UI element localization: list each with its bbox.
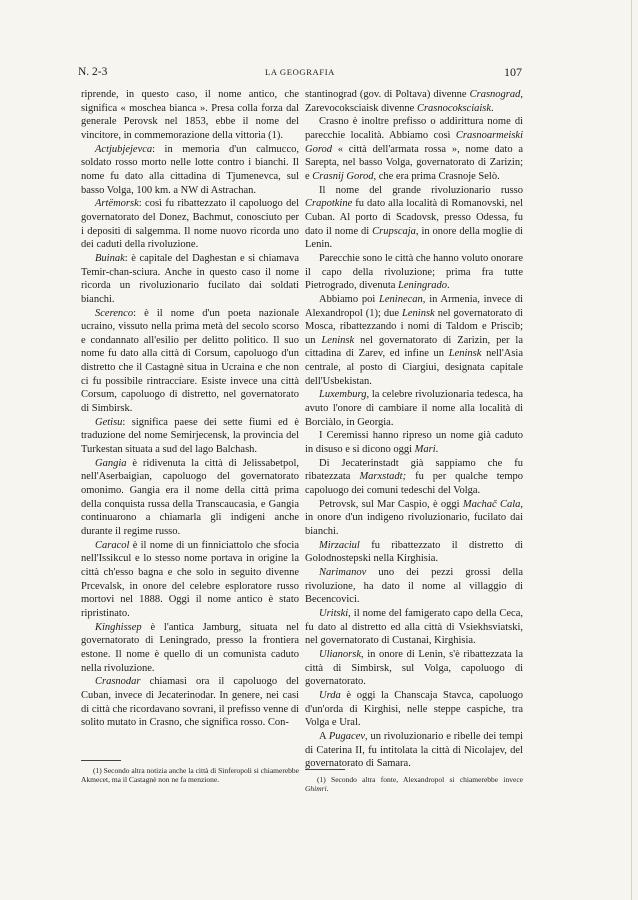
paragraph <box>305 429 523 456</box>
italic-term: Crasnij Gorod <box>312 170 374 182</box>
text-run: : è capitale del Daghestan e si chiamava Temir-chan-sciura. Anche in questo caso il nome ricorda un rivoluzionario fucilato dai soldati bianchi. <box>81 252 299 305</box>
issue-number: N. 2-3 <box>78 66 108 78</box>
italic-term: Marxstadt; <box>359 471 407 483</box>
text-run: . <box>326 784 329 793</box>
text-run: Crasno è inoltre prefisso o addirittura nome di parecchie località. Abbiamo così <box>305 116 523 141</box>
text-run: « città dell'armata rossa », nome dato a Sarepta, nel basso Volga, governatorato di Zarizin; e <box>305 143 523 182</box>
italic-term: Scerenco <box>95 307 134 319</box>
footnote-text <box>81 766 299 784</box>
text-run: : è il nome d'un poeta nazionale ucraino, vissuto nella prima metà del secolo scorso e condannato all'esilio per delitto politico. Il suo nome fu dato alla città di Corsum, capoluogo d'un distretto che il Castagnè situa in Ucraina e che non ci fu possibile rintracciare. Esiste invece una città Corsum, capoluogo di distretto, nel governatorato di Simbirsk. <box>81 307 299 415</box>
text-run: . <box>435 444 439 456</box>
paragraph <box>305 252 523 293</box>
text-run: è il nome di un finniciattolo che sfocia nell'Issikcul e lo stesso nome portava in origine la città ch'esso bagna e che solo in seguito divenne Prcevalsk, in onore del celebre esploratore russo mortovi nel 1888. Oggi il nome antico è stato ripristinato. <box>81 539 299 619</box>
text-run: , la celebre rivoluzionaria tedesca, ha avuto l'onore di cambiare il nome alla località di Borciàlo, in Georgia. <box>305 389 523 428</box>
italic-term: Gangia <box>95 457 127 469</box>
text-run: fu dato alla località di Romanovski, nel Cuban. Al porto di Scadovsk, presso Odessa, fu dato il nome di <box>305 198 523 237</box>
italic-term: Luxemburg <box>319 389 367 401</box>
paragraph <box>305 648 523 689</box>
italic-term: Crasnoarmeiski Gorod <box>305 129 523 155</box>
left-text-column <box>81 88 299 730</box>
footnote-rule-right <box>305 769 345 770</box>
text-run: A <box>319 730 329 742</box>
italic-term: Crasnograd <box>469 89 521 100</box>
footnote-left <box>81 766 299 784</box>
paragraph <box>81 88 299 143</box>
text-run: è ridivenuta la città di Jelissabetpol, nell'Aserbaigian, capoluogo del governatorato omonimo. Gangia era il nome della città prima della conquista russa della Transcaucasia, e Gangia continuarono a chiamarla gli indigeni anche durante il regime russo. <box>81 457 299 537</box>
italic-term: Leninsk <box>448 348 482 360</box>
page-header <box>78 66 522 84</box>
text-run: uno dei pezzi grossi della rivoluzione, ha dato il nome al villaggio di Becencovici. <box>305 566 523 606</box>
footnote-text <box>305 775 523 793</box>
paragraph <box>305 184 523 252</box>
paragraph <box>305 88 523 115</box>
paragraph <box>81 457 299 539</box>
text-run: nell'Asia centrale, al posto di Ciargiui, designata capitale dell'Usbekistan. <box>305 348 523 387</box>
text-run: , in onore d'un indigeno rivoluzionario, fucilato dai bianchi. <box>305 498 523 537</box>
paragraph <box>305 607 523 648</box>
italic-term: Urda <box>319 689 341 701</box>
paragraph <box>305 689 523 730</box>
journal-title: LA GEOGRAFIA <box>265 67 335 77</box>
italic-term: Leninecan <box>379 293 423 305</box>
text-run: : in memoria d'un calmucco, soldato rosso morto nelle lotte contro i bianchi. Il nome fu dato alla cittadina di Tjumenevca, sul basso Volga, 100 km. a NW di Astrachan. <box>81 143 299 196</box>
page-number: 107 <box>504 65 522 79</box>
text-run: I Ceremissi hanno ripreso un nome già caduto in disuso e si dicono oggi <box>305 430 523 456</box>
paragraph <box>81 252 299 307</box>
text-run: Il nome del grande rivoluzionario russo <box>319 184 523 196</box>
paragraph <box>305 730 523 771</box>
footnote-rule-left <box>81 760 121 761</box>
paragraph <box>81 621 299 676</box>
italic-term: Kinghissep <box>95 621 142 633</box>
italic-term: Actjubjejevca <box>95 143 153 155</box>
italic-term: Crupscaja <box>372 225 416 237</box>
paragraph <box>305 388 523 429</box>
text-run: , un rivoluzionario e ribelle dei tempi di Caterina II, fu intitolata la città di Nicolajev, del governatorato di Samara. <box>305 730 524 770</box>
italic-term: Buinak <box>95 252 125 264</box>
paragraph <box>81 675 299 730</box>
italic-term: Mari <box>414 444 436 456</box>
text-run: nel governatorato di Mosca, ribattezzando i nomi di Taldom e Priscib; un <box>305 307 523 346</box>
text-run: , che era prima Crasnoje Selò. <box>373 170 500 182</box>
italic-term: Crasnodar <box>95 676 141 688</box>
text-run: è l'antica Jamburg, situata nel governatorato di Leningrado, presso la frontiera estone. Il nome è quello di un comunista caduto nella rivoluzione. <box>81 621 299 674</box>
italic-term: Ghimri <box>305 784 327 793</box>
page-edge <box>631 0 632 900</box>
text-run: Petrovsk, sul Mar Caspio, è oggi <box>319 498 463 510</box>
italic-term: Machač Cala <box>462 498 521 510</box>
text-run: fu per qualche tempo capoluogo dei comuni tedeschi del Volga. <box>305 471 524 497</box>
italic-term: Artëmorsk <box>95 198 139 210</box>
text-run: nel governatorato di Zarizin, per la cittadina di Zarev, ed infine un <box>305 334 524 360</box>
paragraph <box>305 566 523 607</box>
paragraph <box>305 293 523 389</box>
italic-term: Caracol <box>95 539 130 551</box>
paragraph <box>81 197 299 252</box>
italic-term: Getisu <box>95 416 123 428</box>
text-run: Abbiamo poi <box>319 293 380 305</box>
text-run: , in onore della moglie di Lenin. <box>305 225 523 251</box>
paragraph <box>305 115 523 183</box>
right-text-column <box>305 88 523 771</box>
text-run: , in onore di Lenin, s'è ribattezzata la città di Simbirsk, sul Volga, capoluogo di governatorato. <box>305 648 523 688</box>
paragraph <box>81 143 299 198</box>
text-run: chiamasi ora il capoluogo del Cuban, invece di Jecaterinodar. In genere, nei casi di città che ricordavano sovrani, il prefisso venne di solito mutato in Crasno, che significa rosso. Con- <box>81 676 299 729</box>
footnote-right <box>305 775 523 793</box>
text-run: . <box>491 102 494 114</box>
italic-term: Leninsk <box>321 334 355 346</box>
text-run: Parecchie sono le città che hanno voluto onorare il capo della rivoluzione; prima fra tutte Pietrogrado, divenuta <box>305 252 523 292</box>
italic-term: Pugacev <box>328 730 366 742</box>
text-run: , Zarevocoksciaisk divenne <box>305 89 523 114</box>
text-run: (1) Secondo altra notizia anche la città di Sinferopoli si chiamerebbe Akmecet, ma il Castagnè non ne fa menzione. <box>81 766 299 784</box>
paragraph <box>81 307 299 416</box>
text-run: : così fu ribattezzato il capoluogo del governatorato del Donez, Bachmut, conosciuto per i depositi di salgemma. Il nome nuovo ricorda uno dei caduti della rivoluzione. <box>81 198 299 251</box>
italic-term: Leninsk <box>402 307 435 319</box>
text-run: riprende, in questo caso, il nome antico, che significa « moschea bianca ». Presa colla forza dal generale Perovsk nel 1853, ebbe il nome del vincitore, in commemorazione della vittoria (1). <box>81 89 299 141</box>
paragraph <box>81 539 299 621</box>
paragraph <box>305 539 523 566</box>
italic-term: Uritski <box>319 607 349 619</box>
text-run: : significa paese dei sette fiumi ed è traduzione del nome Semirjecensk, la provincia del Turkestan situata a sud del lago Balchash. <box>81 416 299 456</box>
italic-term: Mirzaciul <box>319 539 360 551</box>
text-run: , il nome del famigerato capo della Ceca, fu dato al distretto ed alla città di Vsiekhsviatski, nel governatorato di Custanai, Kirghisia. <box>305 607 523 647</box>
text-run: (1) Secondo altra fonte, Alexandropol si chiamerebbe invece <box>317 775 523 784</box>
paragraph <box>81 416 299 457</box>
text-run: fu ribattezzato il distretto di Golodnostepski nella Kirghisia. <box>305 539 523 565</box>
text-run: è oggi la Chanscaja Stavca, capoluogo d'un'orda di Kirghisi, nelle steppe caspiche, tra Volga e Ural. <box>305 689 523 729</box>
italic-term: Narimanov <box>319 566 367 578</box>
text-run: stantinograd (gov. di Poltava) divenne <box>305 89 470 100</box>
paragraph <box>305 457 523 498</box>
text-run: Di Jecaterinstadt già sappiamo che fu ribatezzata <box>305 457 523 483</box>
italic-term: Ulianorsk <box>319 648 361 660</box>
text-run: . <box>447 280 450 292</box>
italic-term: Leningrado <box>398 280 448 292</box>
text-run: , in Armenia, invece di Alexandropol (1); due <box>305 293 524 319</box>
italic-term: Crapotkine <box>305 198 353 210</box>
paragraph <box>305 498 523 539</box>
italic-term: Crasnocoksciaisk <box>416 102 492 114</box>
